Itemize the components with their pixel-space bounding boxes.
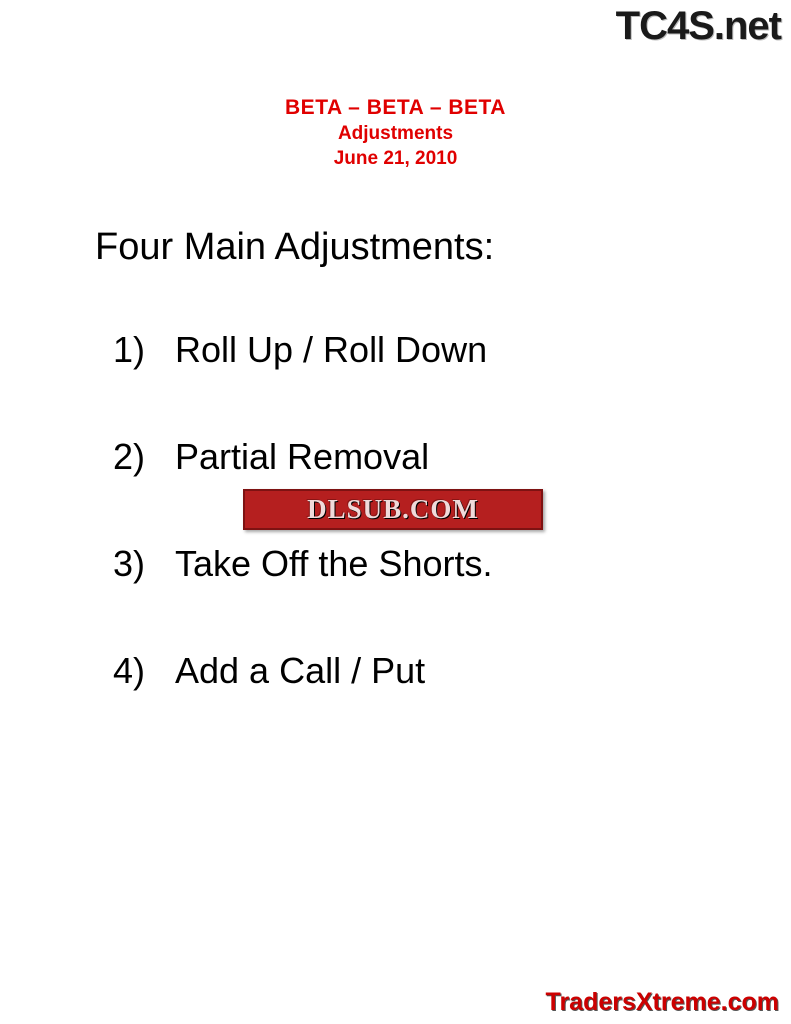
site-logo-bottom: TradersXtreme.com <box>545 988 779 1016</box>
page-title: Four Main Adjustments: <box>95 226 495 268</box>
slide-header <box>0 95 791 171</box>
list-item-number: 2) <box>113 436 146 477</box>
header-date-line: June 21, 2010 <box>333 148 458 169</box>
list-item-number: 3) <box>113 543 146 584</box>
site-logo-top: TC4S.net <box>615 4 781 48</box>
list-item-label: Add a Call / Put <box>175 650 426 691</box>
list-item <box>113 542 713 586</box>
header-subject-line: Adjustments <box>337 123 454 144</box>
list-item-label: Partial Removal <box>175 436 430 477</box>
header-beta-line: BETA – BETA – BETA <box>285 96 506 119</box>
list-item-label: Roll Up / Roll Down <box>175 329 488 370</box>
watermark-badge <box>243 489 543 530</box>
list-item-number: 1) <box>113 329 146 370</box>
list-item <box>113 328 713 372</box>
adjustments-list <box>113 328 713 756</box>
list-item <box>113 435 713 479</box>
watermark-label: DLSUB.COM <box>307 494 479 524</box>
list-item-number: 4) <box>113 650 146 691</box>
list-item <box>113 649 713 693</box>
list-item-label: Take Off the Shorts. <box>175 543 493 584</box>
